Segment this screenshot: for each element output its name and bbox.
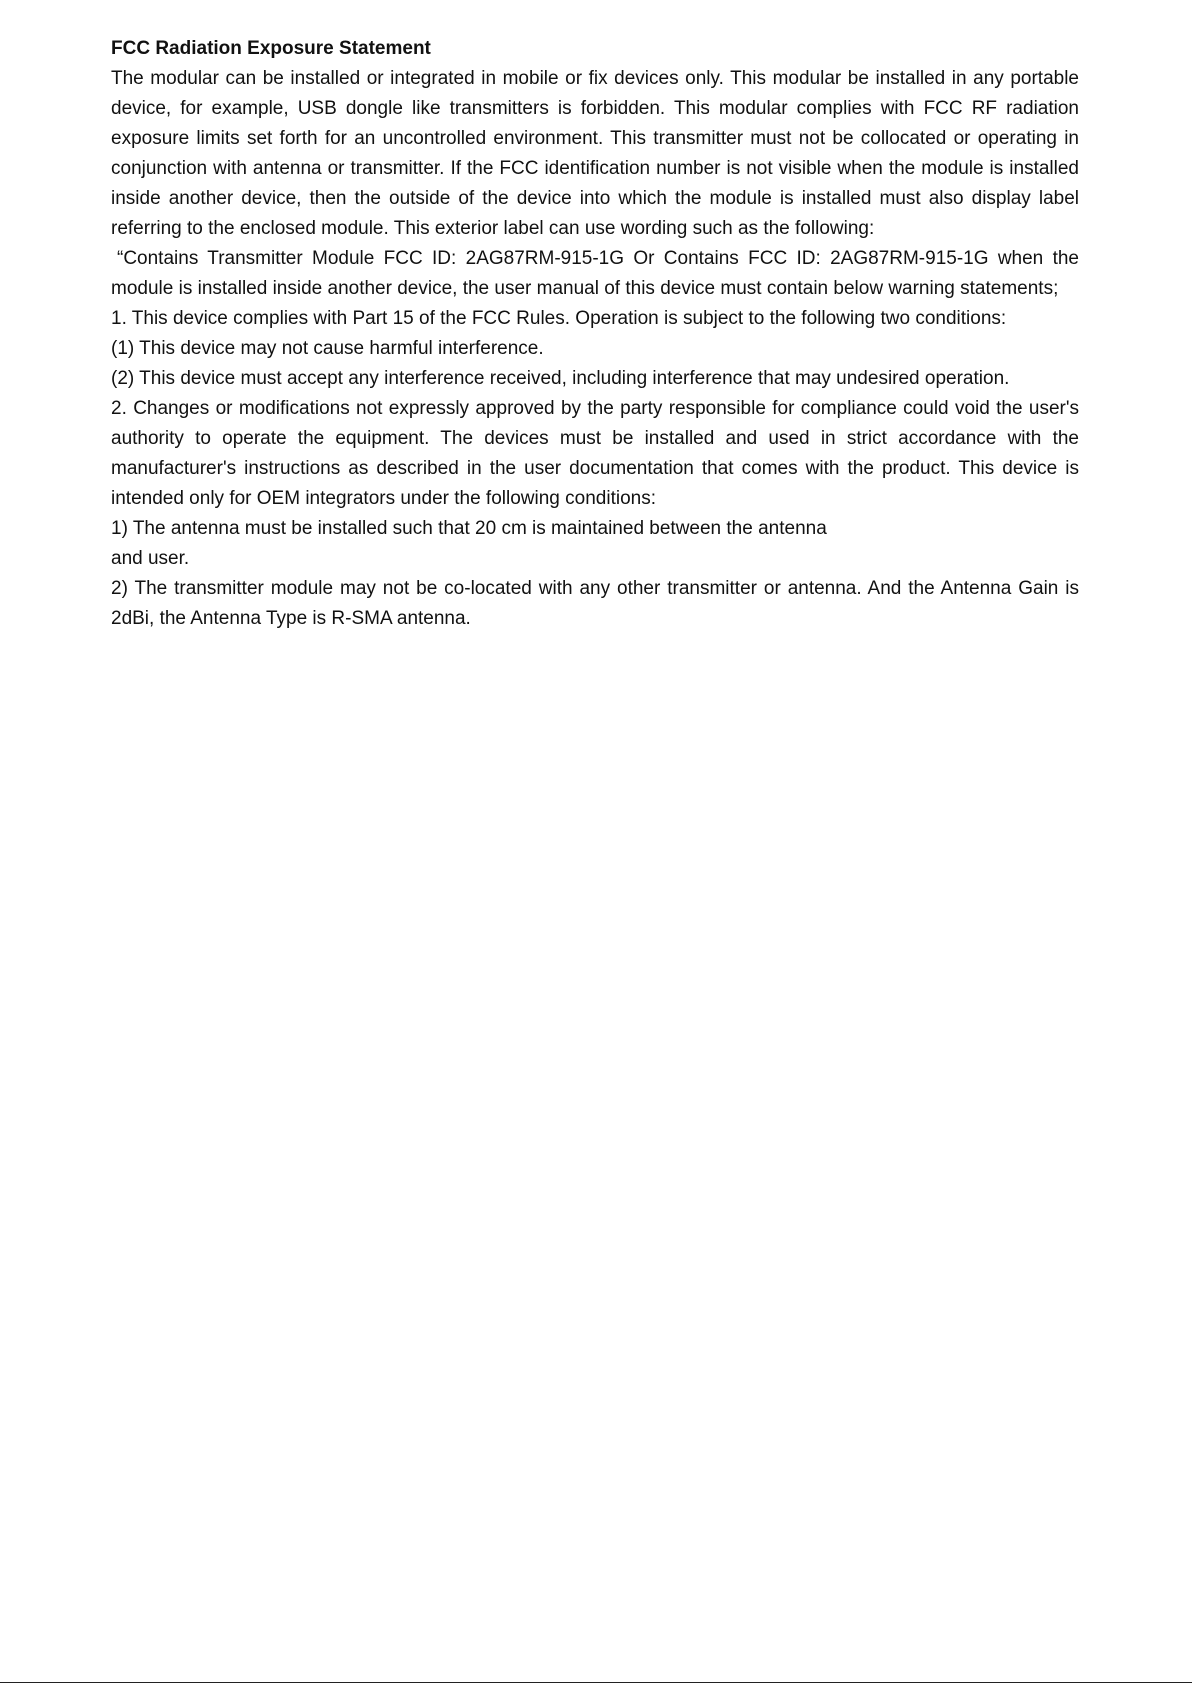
paragraph-changes: 2. Changes or modifications not expressly approved by the party responsible for compliance could void the user's authority to operate the equipment. The devices must be installed and used in strict accordance with the manufacturer's instructions as described in the user documentation that comes with the product. This device is intended only for OEM integrators under the following conditions: [111,398,1079,509]
paragraph-label-wording: “Contains Transmitter Module FCC ID: 2AG87RM-915-1G Or Contains FCC ID: 2AG87RM-915-1G when the module is installed inside another device, the user manual of this device must contain below warning statements; [111,248,1079,299]
paragraph-part15: 1. This device complies with Part 15 of the FCC Rules. Operation is subject to the following two conditions: [111,308,1007,329]
document-heading: FCC Radiation Exposure Statement [111,38,431,59]
page-bottom-border [0,1682,1192,1683]
paragraph-intro: The modular can be installed or integrated in mobile or fix devices only. This modular be installed in any portable device, for example, USB dongle like transmitters is forbidden. This modular complies with FCC RF radiation exposure limits set forth for an uncontrolled environment. This transmitter must not be collocated or operating in conjunction with antenna or transmitter. If the FCC identification number is not visible when the module is installed inside another device, then the outside of the device into which the module is installed must also display label referring to the enclosed module. This exterior label can use wording such as the following: [111,68,1079,239]
paragraph-oem-condition-1: 1) The antenna must be installed such that 20 cm is maintained between the antenna [111,518,827,539]
document-page [111,34,1079,634]
paragraph-condition-2: (2) This device must accept any interference received, including interference that may undesired operation. [111,368,1010,389]
paragraph-oem-condition-1-cont: and user. [111,548,190,569]
paragraph-oem-condition-2: 2) The transmitter module may not be co-located with any other transmitter or antenna. And the Antenna Gain is 2dBi, the Antenna Type is R-SMA antenna. [111,578,1079,629]
paragraph-condition-1: (1) This device may not cause harmful interference. [111,338,544,359]
